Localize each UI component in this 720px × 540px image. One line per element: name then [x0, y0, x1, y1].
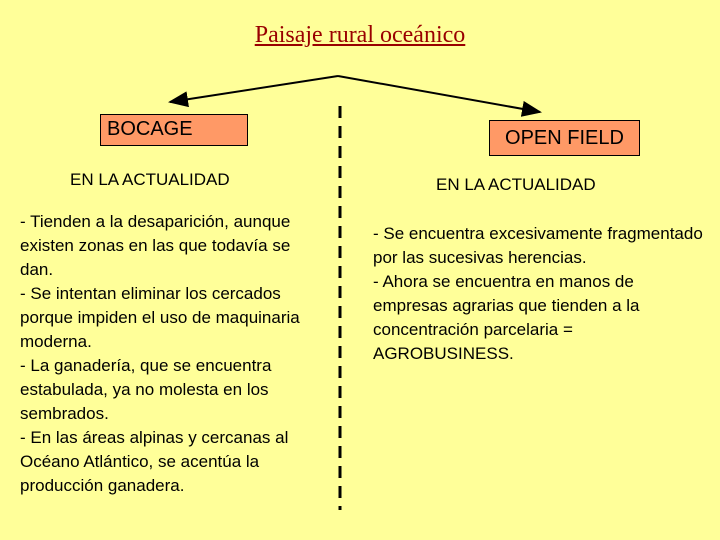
list-item: - La ganadería, que se encuentra estabulada, ya no molesta en los sembrados.: [20, 356, 272, 423]
open-field-subheading: EN LA ACTUALIDAD: [436, 175, 596, 194]
diagram-title: Paisaje rural oceánico: [254, 22, 466, 48]
list-item: - Se encuentra excesivamente fragmentado por las sucesivas herencias.: [373, 224, 703, 267]
list-item: - En las áreas alpinas y cercanas al Océano Atlántico, se acentúa la producción ganadera.: [20, 428, 289, 495]
bocage-points: [20, 210, 320, 498]
bocage-subheading: EN LA ACTUALIDAD: [70, 170, 230, 189]
bocage-box: BOCAGE: [100, 114, 248, 146]
list-item: - Ahora se encuentra en manos de empresas agrarias que tienden a la concentración parcelaria = AGROBUSINESS.: [373, 272, 640, 363]
list-item: - Tienden a la desaparición, aunque existen zonas en las que todavía se dan.: [20, 212, 291, 279]
arrow-to-open-field: [338, 76, 540, 112]
open-field-points: [373, 222, 708, 366]
open-field-box: OPEN FIELD: [489, 120, 640, 156]
arrow-to-bocage: [170, 76, 338, 102]
list-item: - Se intentan eliminar los cercados porque impiden el uso de maquinaria moderna.: [20, 284, 300, 351]
